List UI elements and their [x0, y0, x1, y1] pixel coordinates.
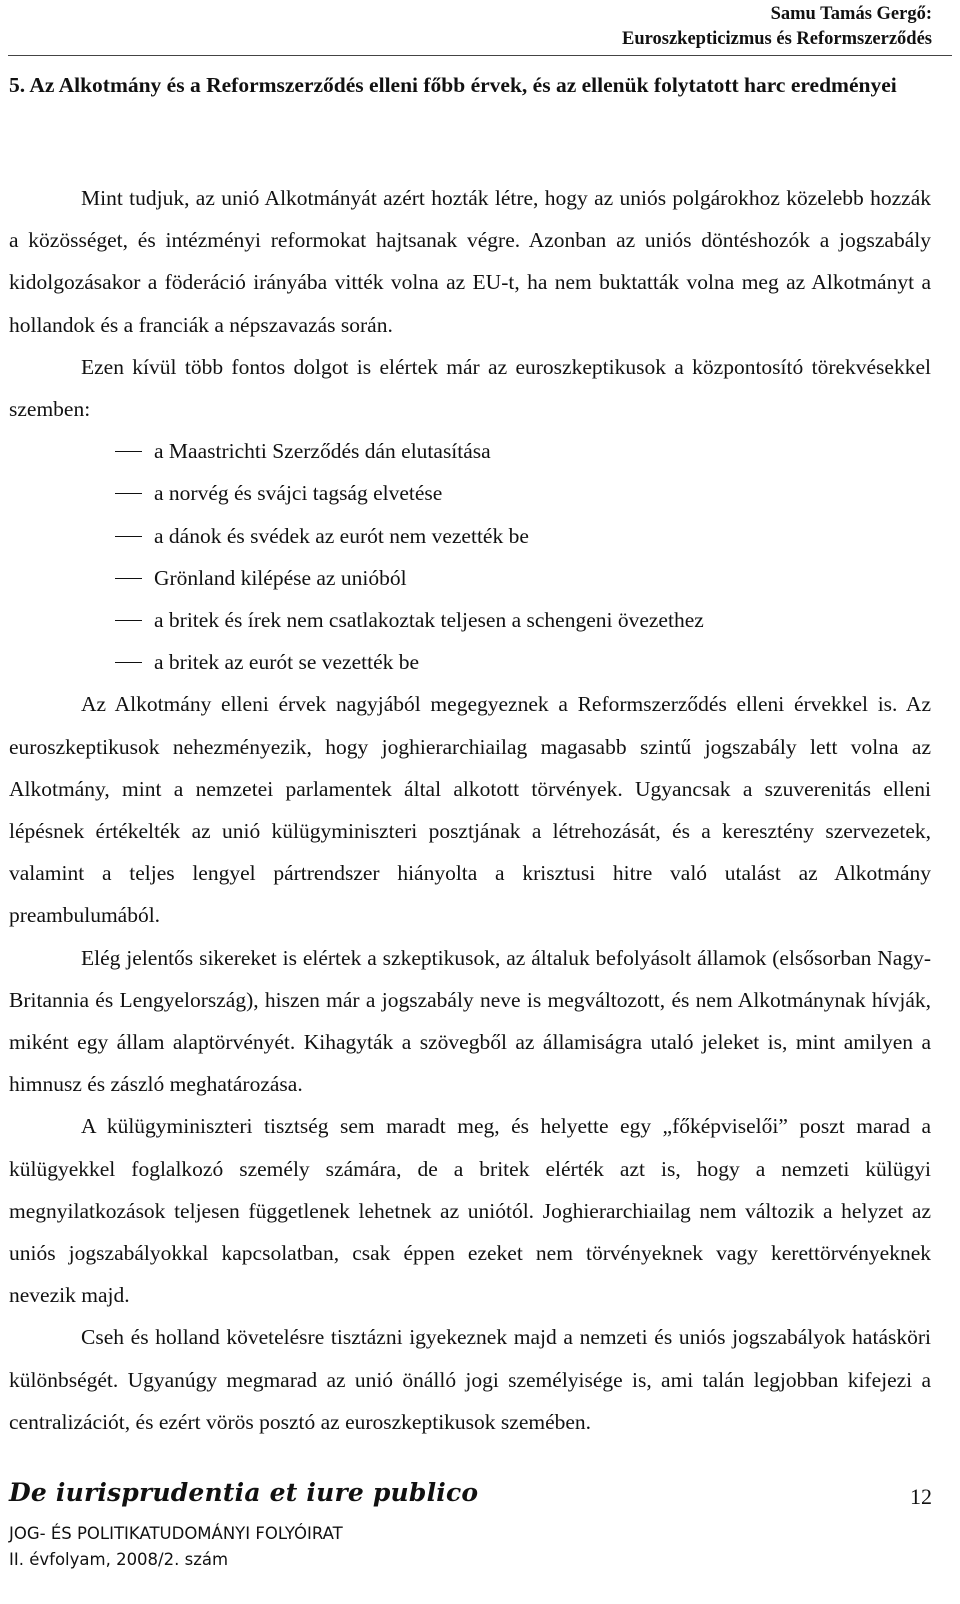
list-item	[9, 557, 931, 599]
achievements-list	[9, 430, 931, 683]
dash-bullet	[115, 620, 142, 621]
paragraph: Cseh és holland követelésre tisztázni igyekeznek majd a nemzeti és uniós jogszabályok hatásköri különbségét. Ugyanúgy megmarad az unió önálló jogi személyisége is, ami talán legjobban kifejezi a centralizációt, és ezért vörös posztó az euroszkeptikusok szemében.	[9, 1325, 931, 1434]
paragraph: Az Alkotmány elleni érvek nagyjából megegyeznek a Reformszerződés elleni érvekkel is. Az euroszkeptikusok nehezményezik, hogy joghierarchiailag magasabb szintű jogszabály lett volna az Alkotmány, mint a nemzetei parlamentek által alkotott törvények. Ugyancsak a szuverenitás elleni lépésnek értékelték az unió külügyminiszteri posztjának a létrehozását, és a keresztény szervezetek, valamint a teljes lengyel pártrendszer hiányolta a krisztusi hitre való utalást az Alkotmány preambulumából.	[9, 692, 931, 928]
section-heading: 5. Az Alkotmány és a Reformszerződés elleni főbb érvek, és az ellenük folytatott harc eredményei	[9, 73, 897, 97]
paragraph: Ezen kívül több fontos dolgot is elértek már az euroszkeptikusok a központosító törekvésekkel szemben:	[9, 354, 931, 422]
list-item-text: Grönland kilépése az unióból	[154, 565, 407, 590]
list-item	[9, 515, 931, 557]
page-footer	[9, 1478, 932, 1604]
journal-name: De iurisprudentia et iure publico	[9, 1478, 479, 1507]
list-item	[9, 472, 931, 514]
journal-subtitle: JOG- ÉS POLITIKATUDOMÁNYI FOLYÓIRAT	[9, 1524, 343, 1543]
dash-bullet	[115, 662, 142, 663]
paragraph: Elég jelentős sikereket is elértek a szkeptikusok, az általuk befolyásolt államok (elsősorban Nagy-Britannia és Lengyelország), hiszen már a jogszabály neve is megváltozott, és nem Alkotmánynak hívják, miként egy állam alaptörvényét. Kihagyták a szövegből az államiságra utaló jeleket is, mint amilyen a himnusz és zászló meghatározása.	[9, 945, 931, 1097]
dash-bullet	[115, 536, 142, 537]
list-item-text: a britek az eurót se vezették be	[154, 650, 420, 675]
dash-bullet	[115, 493, 142, 494]
list-item-text: a norvég és svájci tagság elvetése	[154, 481, 443, 506]
dash-bullet	[115, 578, 142, 579]
list-item-text: a dánok és svédek az eurót nem vezették be	[154, 523, 529, 548]
journal-issue: II. évfolyam, 2008/2. szám	[9, 1550, 229, 1569]
list-item	[9, 430, 931, 472]
paragraph: Mint tudjuk, az unió Alkotmányát azért hozták létre, hogy az uniós polgárokhoz közelebb hozzák a közösséget, és intézményi reformokat hajtsanak végre. Azonban az uniós döntéshozók a jogszabály kidolgozásakor a föderáció irányába vitték volna az EU-t, ha nem buktatták volna meg az Alkotmányt a hollandok és a franciák a népszavazás során.	[9, 186, 931, 337]
dash-bullet	[115, 451, 142, 452]
paragraph: A külügyminiszteri tisztség sem maradt meg, és helyette egy „főképviselői” poszt marad a külügyekkel foglalkozó személy számára, de a britek elérték azt is, hogy a nemzeti külügyi megnyilatkozások teljesen függetlenek lehetnek az uniótól. Joghierarchiailag nem változik a helyzet az uniós jogszabályokkal kapcsolatban, csak éppen ezeket nem törvényeknek vagy kerettörvényeknek nevezik majd.	[9, 1114, 931, 1308]
list-item-text: a britek és írek nem csatlakoztak teljesen a schengeni övezethez	[154, 608, 704, 633]
list-item	[9, 599, 931, 641]
header-rule	[8, 55, 952, 56]
article-body	[9, 177, 931, 1443]
header-title: Euroszkepticizmus és Reformszerződés	[622, 29, 932, 49]
page-number: 12	[910, 1484, 932, 1509]
list-item	[9, 641, 931, 683]
list-item-text: a Maastrichti Szerződés dán elutasítása	[154, 439, 491, 464]
header-author: Samu Tamás Gergő:	[770, 4, 932, 24]
running-header	[622, 2, 932, 52]
